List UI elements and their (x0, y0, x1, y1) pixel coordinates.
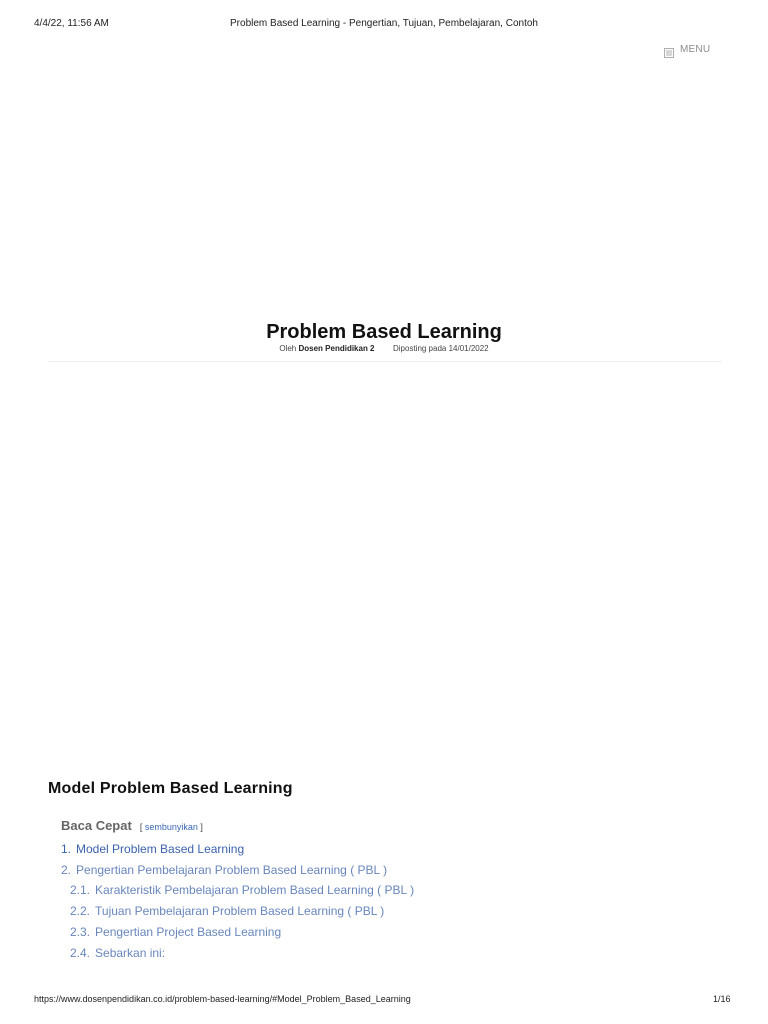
print-footer-url: https://www.dosenpendidikan.co.id/problem-based-learning/#Model_Problem_Based_Learning (34, 994, 411, 1004)
print-header-datetime: 4/4/22, 11:56 AM (34, 18, 109, 29)
title-divider (48, 361, 722, 362)
author-link[interactable]: Dosen Pendidikan 2 (298, 344, 375, 353)
toc-subitem[interactable]: 2.1. Karakteristik Pembelajaran Problem Based Learning ( PBL ) (70, 883, 415, 898)
post-meta (0, 344, 768, 353)
section-heading: Model Problem Based Learning (48, 780, 293, 798)
toc-title: Baca Cepat (61, 818, 132, 833)
toc-subitem[interactable]: 2.3. Pengertian Project Based Learning (70, 924, 282, 939)
author-prefix: Oleh (279, 344, 297, 353)
toc-item[interactable]: 1. Model Problem Based Learning (61, 842, 245, 856)
toc-list (61, 839, 661, 963)
menu-label: MENU (680, 44, 711, 55)
print-header-document-title: Problem Based Learning - Pengertian, Tujuan, Pembelajaran, Contoh (230, 18, 538, 29)
toc-subitem[interactable]: 2.4. Sebarkan ini: (70, 945, 166, 960)
print-footer-page-number: 1/16 (713, 994, 731, 1004)
toc-item[interactable]: 2. Pengertian Pembelajaran Problem Based Learning ( PBL ) (61, 862, 388, 877)
posted-label: Diposting pada (392, 344, 447, 353)
toc-header (61, 818, 661, 833)
toc-subitem[interactable]: 2.2. Tujuan Pembelajaran Problem Based Learning ( PBL ) (70, 904, 385, 919)
page-title: Problem Based Learning (266, 321, 502, 344)
menu-button[interactable] (664, 44, 710, 55)
hamburger-icon (664, 45, 674, 55)
posted-date: 14/01/2022 (448, 344, 489, 353)
table-of-contents (61, 818, 661, 963)
toc-toggle-link[interactable]: [ sembunyikan ] (139, 822, 203, 832)
